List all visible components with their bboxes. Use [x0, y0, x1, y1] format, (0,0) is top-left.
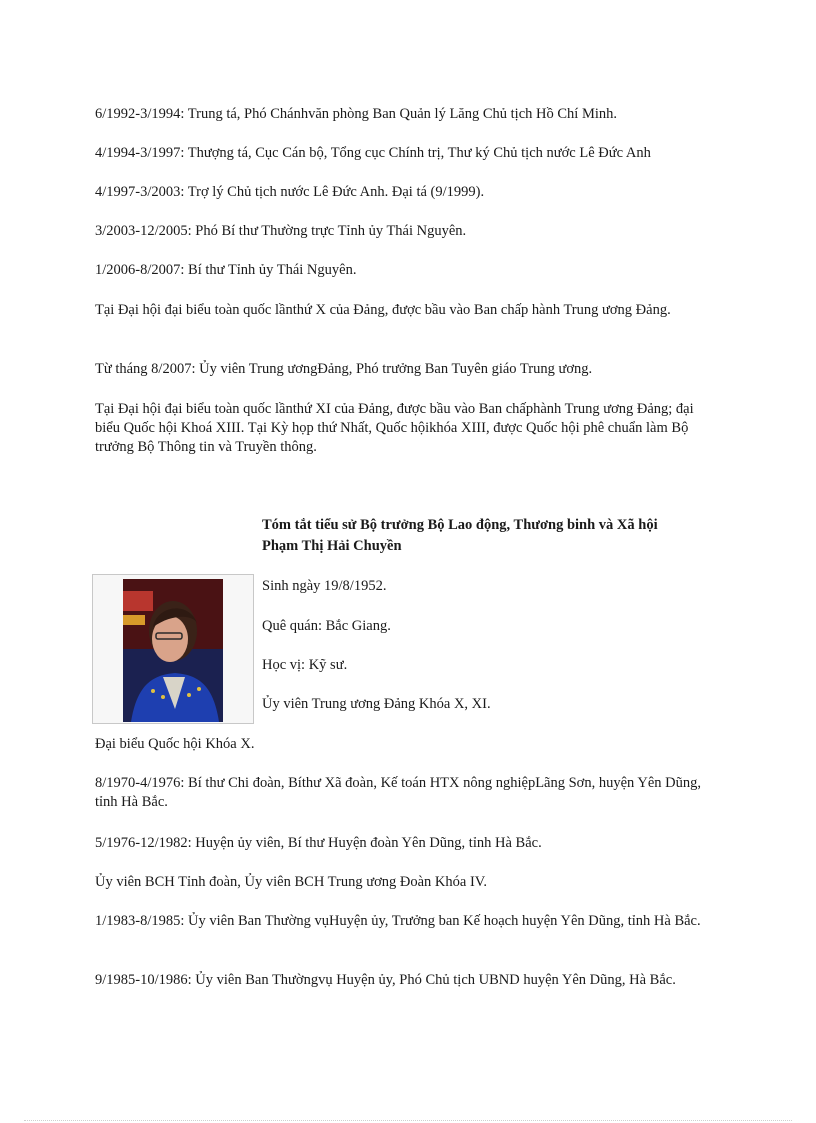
section-title-name: Phạm Thị Hải Chuyền — [262, 538, 402, 554]
degree: Học vị: Kỹ sư. — [262, 657, 348, 673]
paragraph: Tại Đại hội đại biểu toàn quốc lầnthứ X của Đảng, được bầu vào Ban chấp hành Trung ương Đảng. — [95, 302, 671, 318]
paragraph: 6/1992-3/1994: Trung tá, Phó Chánhvăn phòng Ban Quản lý Lăng Chủ tịch Hồ Chí Minh. — [95, 106, 617, 122]
paragraph: 1/1983-8/1985: Ủy viên Ban Thường vụHuyện ủy, Trưởng ban Kế hoạch huyện Yên Dũng, tỉnh Hà Bắc. — [95, 913, 701, 929]
paragraph: 8/1970-4/1976: Bí thư Chi đoàn, Bíthư Xã đoàn, Kế toán HTX nông nghiệpLãng Sơn, huyện Yên Dũng, tỉnh Hà Bắc. — [95, 775, 702, 810]
delegate-info: Đại biểu Quốc hội Khóa X. — [95, 736, 255, 752]
portrait-photo — [123, 579, 223, 722]
portrait-image — [123, 579, 223, 722]
paragraph: Ủy viên BCH Tỉnh đoàn, Ủy viên BCH Trung ương Đoàn Khóa IV. — [95, 874, 487, 890]
portrait-frame — [92, 574, 254, 724]
hometown: Quê quán: Bắc Giang. — [262, 618, 391, 634]
paragraph: Tại Đại hội đại biểu toàn quốc lầnthứ XI của Đảng, được bầu vào Ban chấphành Trung ương Đảng; đại biểu Quốc hội Khoá XIII. Tại Kỳ họp thứ Nhất, Quốc hộikhóa XIII, được Quốc hội phê chuẩn làm Bộ trưởng Bộ Thông tin và Truyền thông. — [95, 401, 694, 455]
section-title — [262, 515, 732, 557]
paragraph: Từ tháng 8/2007: Ủy viên Trung ươngĐảng, Phó trưởng Ban Tuyên giáo Trung ương. — [95, 361, 593, 377]
birth-date: Sinh ngày 19/8/1952. — [262, 578, 387, 594]
party-member: Ủy viên Trung ương Đảng Khóa X, XI. — [262, 696, 491, 712]
paragraph: 4/1994-3/1997: Thượng tá, Cục Cán bộ, Tổng cục Chính trị, Thư ký Chủ tịch nước Lê Đức Anh — [95, 145, 651, 161]
paragraph: 9/1985-10/1986: Ủy viên Ban Thườngvụ Huyện ủy, Phó Chủ tịch UBND huyện Yên Dũng, Hà Bắc. — [95, 972, 676, 988]
paragraph: 1/2006-8/2007: Bí thư Tỉnh ủy Thái Nguyên. — [95, 262, 357, 278]
paragraph: 3/2003-12/2005: Phó Bí thư Thường trực Tỉnh ủy Thái Nguyên. — [95, 223, 467, 239]
page-bottom-divider — [24, 1120, 792, 1121]
section-title-line: Tóm tắt tiểu sử Bộ trưởng Bộ Lao động, Thương binh và Xã hội — [262, 517, 658, 533]
paragraph: 5/1976-12/1982: Huyện ủy viên, Bí thư Huyện đoàn Yên Dũng, tỉnh Hà Bắc. — [95, 835, 542, 851]
paragraph: 4/1997-3/2003: Trợ lý Chủ tịch nước Lê Đức Anh. Đại tá (9/1999). — [95, 184, 485, 200]
